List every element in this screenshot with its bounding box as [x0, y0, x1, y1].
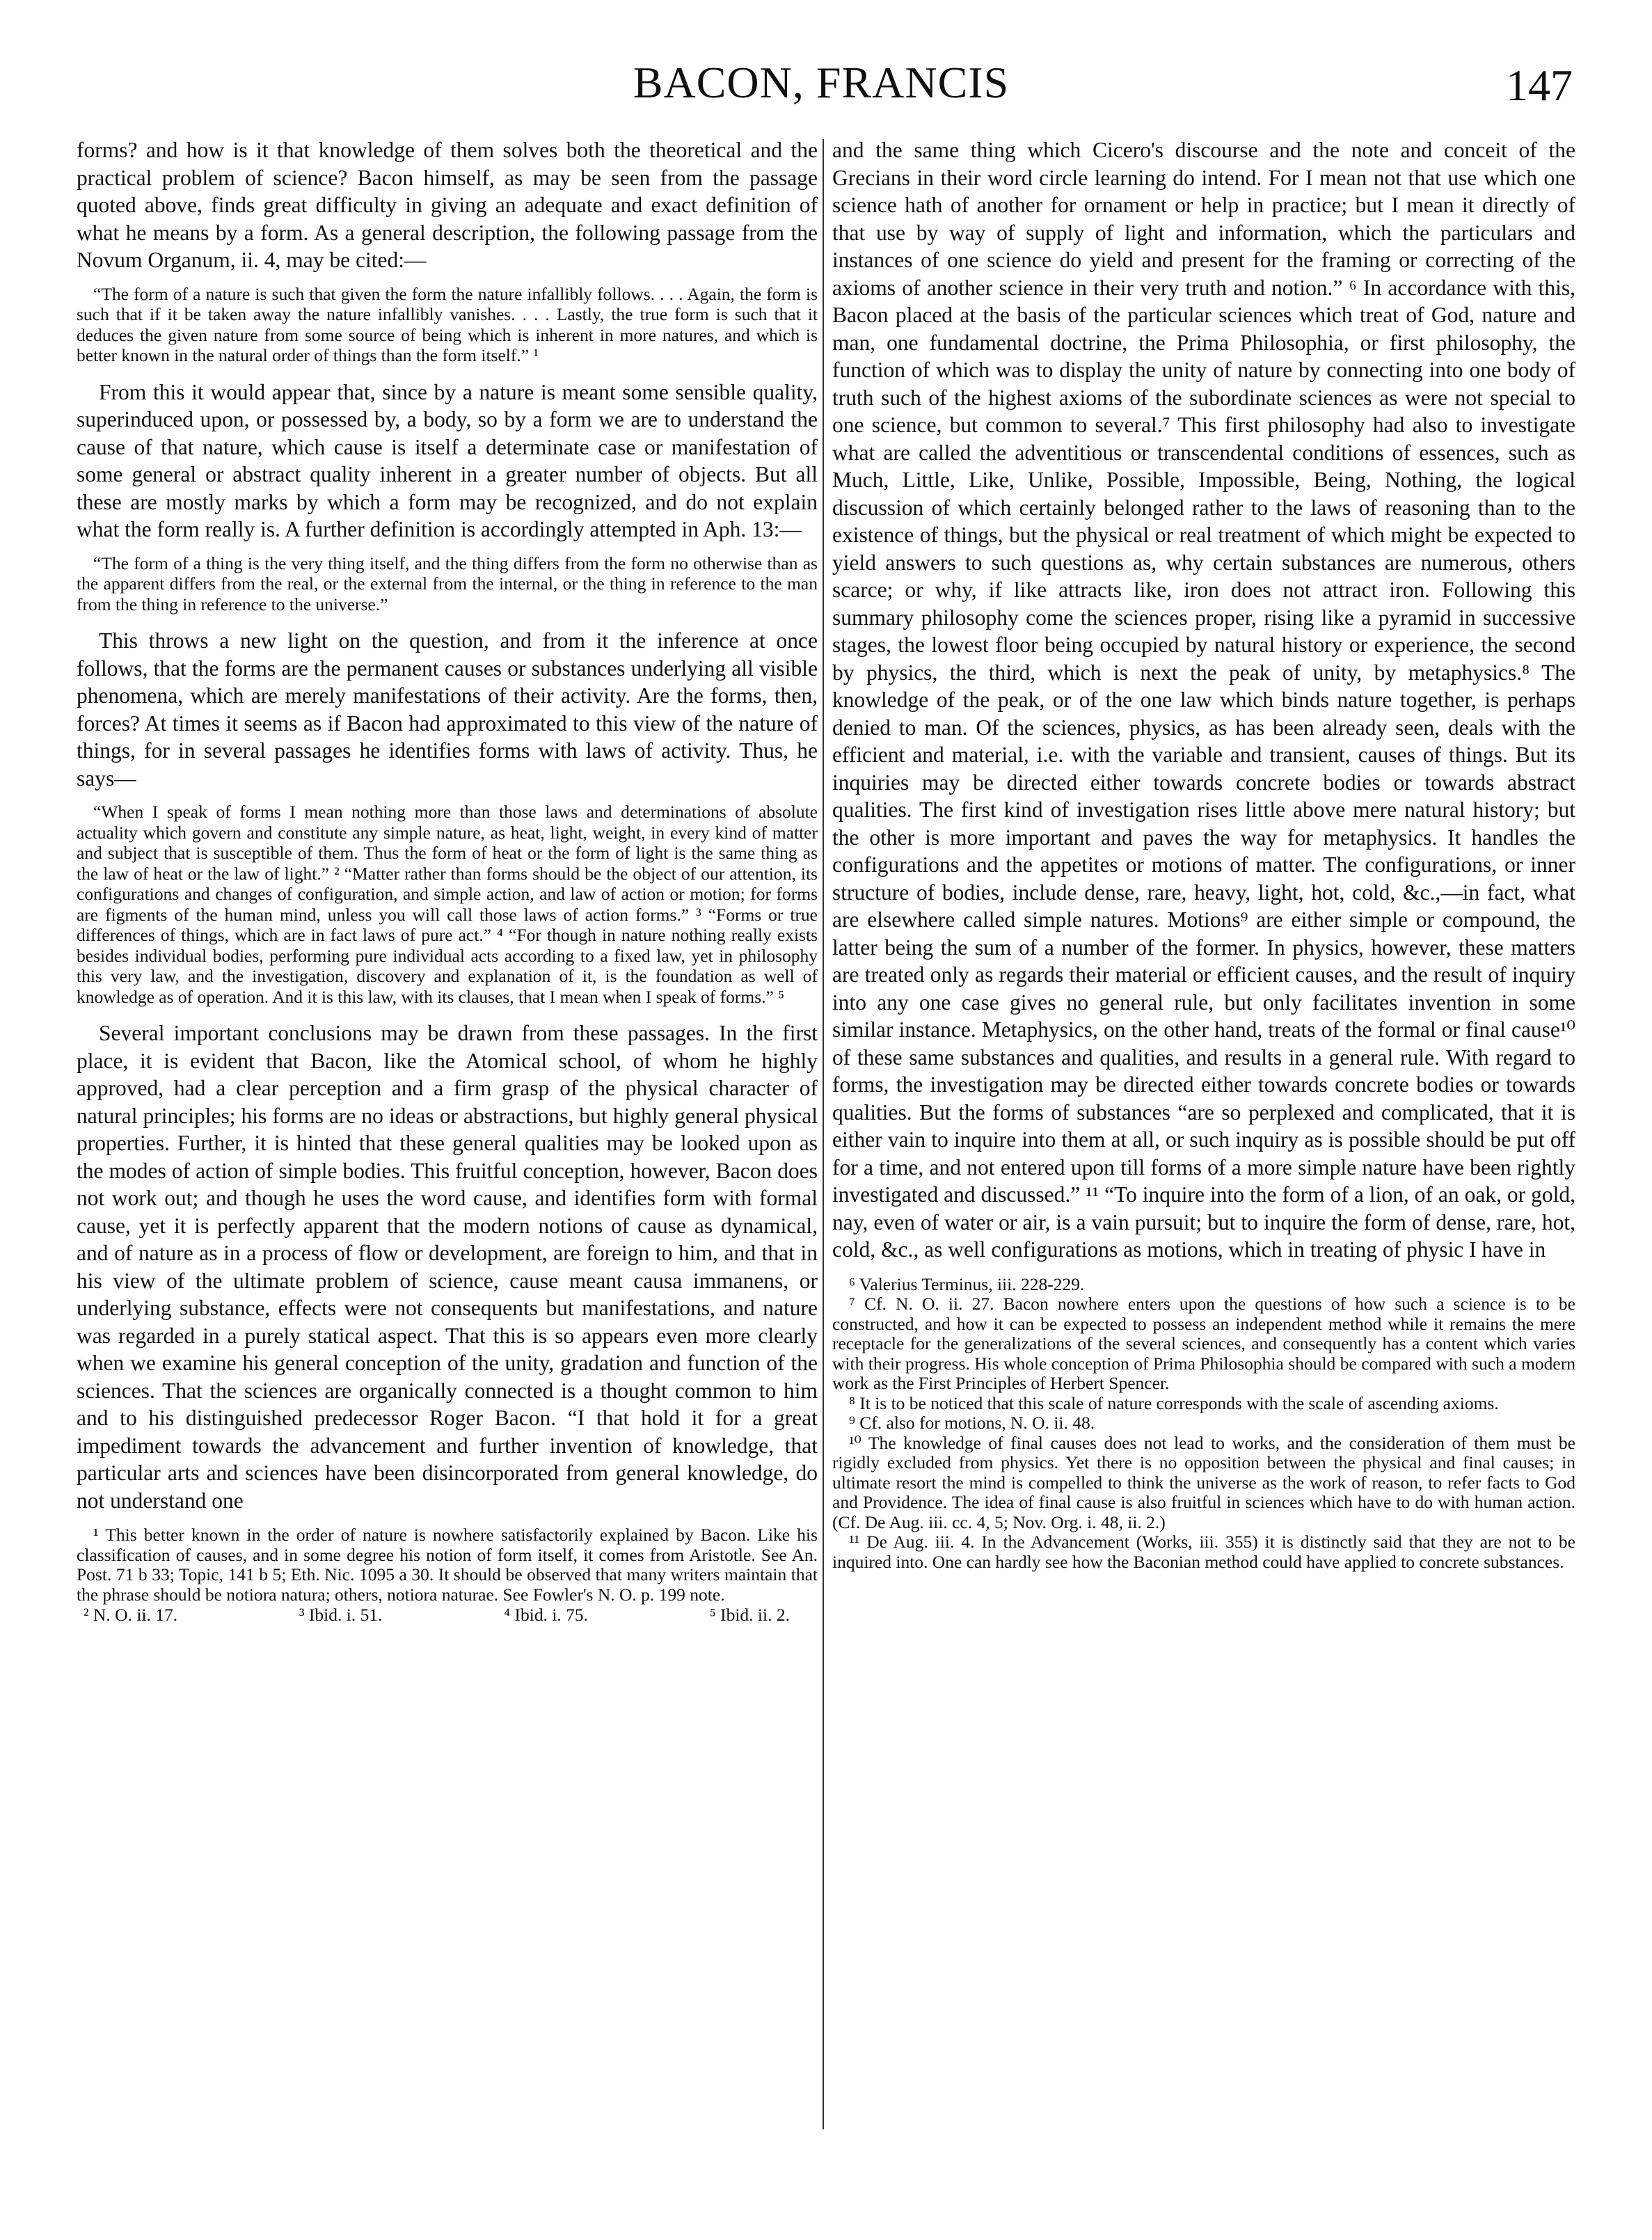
block-quote: “The form of a thing is the very thing itself, and the thing differs from the form no otherwise than as the apparent differs from the real, or the external from the internal, or the thing in reference to the man from the thing in reference to the universe.”	[77, 553, 818, 614]
footnote: ⁸ It is to be noticed that this scale of nature corresponds with the scale of ascending axioms.	[849, 1392, 1499, 1413]
paragraph: forms? and how is it that knowledge of them solves both the theoretical and the practical problem of science? Bacon himself, as may be seen from the passage quoted above, finds great difficulty in giving an adequate and exact definition of what he means by a form. As a general description, the following passage from the Novum Organum, ii. 4, may be cited:—	[77, 138, 818, 272]
footnote: ² N. O. ii. 17.	[84, 1605, 178, 1625]
footnote: ⁵ Ibid. ii. 2.	[709, 1605, 790, 1625]
block-quote: “The form of a nature is such that given the form the nature infallibly follows. . . . Again, the form is such that if it be taken away the nature infallibly vanishes. . . . Lastly, the true form is such that it deduces the given nature from some source of being which is inherent in more natures, and which is better known in the natural order of things than the form itself.” ¹	[77, 283, 818, 365]
running-title: BACON, FRANCIS	[633, 58, 1010, 107]
footnote: ⁴ Ibid. i. 75.	[504, 1605, 589, 1625]
column-rule	[823, 139, 824, 2129]
left-column	[77, 136, 818, 1626]
footnote: ⁹ Cf. also for motions, N. O. ii. 48.	[849, 1413, 1095, 1433]
footnote: ⁶ Valerius Terminus, iii. 228-229.	[849, 1273, 1085, 1294]
footnotes-left	[77, 1525, 818, 1605]
footnotes-right	[832, 1275, 1575, 1573]
running-header	[70, 57, 1573, 120]
footnote: ¹⁰ The knowledge of final causes does not lead to works, and the consideration of them must be rigidly excluded from physics. Yet there is no opposition between the physical and final causes; in ultimate resort the mind is compelled to think the universe as the work of reason, to refer facts to God and Providence. The idea of final cause is also fruitful in sciences which have to do with human action. (Cf. De Aug. iii. cc. 4, 5; Nov. Org. i. 48, ii. 2.)	[832, 1432, 1575, 1532]
footnote: ³ Ibid. i. 51.	[299, 1605, 383, 1625]
paragraph: and the same thing which Cicero's discourse and the note and conceit of the Grecians in their word circle learning do intend. For I mean not that use which one science hath of another for ornament or help in practice; but I mean it directly of that use by way of supply of light and information, which the particulars and instances of one science do yield and present for the framing or correcting of the axioms of another science in their very truth and notion.” ⁶ In accordance with this, Bacon placed at the basis of the particular sciences which treat of God, nature and man, one fundamental doctrine, the Prima Philosophia, or first philosophy, the function of which was to display the unity of nature by connecting into one body of truth such of the highest axioms of the subordinate sciences as were not special to one science, but common to several.⁷ This first philosophy had also to investigate what are called the adventitious or transcendental conditions of essences, such as Much, Little, Like, Unlike, Possible, Impossible, Being, Nothing, the logical discussion of which certainly belonged rather to the laws of reasoning than to the existence of things, but the physical or real treatment of which might be expected to yield answers to such questions as, why certain substances are numerous, others scarce; or why, if like attracts like, iron does not attract iron. Following this summary philosophy come the sciences proper, rising like a pyramid in successive stages, the lowest floor being occupied by natural history or experience, the second by physics, the third, which is next the peak of unity, by metaphysics.⁸ The knowledge of the peak, or of the one law which binds nature together, is perhaps denied to man. Of the sciences, physics, as has been already seen, deals with the efficient and material, i.e. with the variable and transient, causes of things. But its inquiries may be directed either towards concrete bodies or towards abstract qualities. The first kind of investigation rises little above mere natural history; but the other is more important and paves the way for metaphysics. It handles the configurations and the appetites or motions of matter. The configurations, or inner structure of bodies, include dense, rare, heavy, light, hot, cold, &c.,—in fact, what are elsewhere called simple natures. Motions⁹ are either simple or compound, the latter being the sum of a number of the former. In physics, however, these matters are treated only as regards their material or efficient causes, and the result of inquiry into any one case gives no general rule, but only facilitates invention in some similar instance. Metaphysics, on the other hand, treats of the formal or final cause¹⁰ of these same substances and qualities, and results in a general rule. With regard to forms, the investigation may be directed either towards concrete bodies or towards qualities. But the forms of substances “are so perplexed and complicated, that it is either vain to inquire into them at all, or such inquiry as is possible should be put off for a time, and not entered upon till forms of a more simple nature have been rightly investigated and discussed.” ¹¹ “To inquire into the form of a lion, of an oak, or gold, nay, even of water or air, is a vain pursuit; but to inquire the form of dense, rare, hot, cold, &c., as well configurations as motions, which in treating of physic I have in	[832, 138, 1575, 1262]
right-column	[832, 136, 1575, 1572]
page-number: 147	[1506, 61, 1573, 110]
footnote-row	[77, 1605, 818, 1626]
footnote: ¹ This better known in the order of nature is nowhere satisfactorily explained by Bacon. Like his classification of causes, and in some degree his notion of form itself, it comes from Aristotle. See An. Post. 71 b 33; Topic, 141 b 5; Eth. Nic. 1095 a 30. It should be observed that many writers maintain that the phrase should be notiora natura; others, notiora naturae. See Fowler's N. O. p. 199 note.	[77, 1525, 818, 1605]
footnote: ¹¹ De Aug. iii. 4. In the Advancement (Works, iii. 355) it is distinctly said that they are not to be inquired into. One can hardly see how the Baconian method could have applied to concrete substances.	[832, 1532, 1575, 1572]
paragraph: This throws a new light on the question, and from it the inference at once follows, that the forms are the permanent causes or substances underlying all visible phenomena, which are merely manifestations of their activity. Are the forms, then, forces? At times it seems as if Bacon had approximated to this view of the nature of things, for in several passages he identifies forms with laws of activity. Thus, he says—	[77, 628, 818, 791]
footnote: ⁷ Cf. N. O. ii. 27. Bacon nowhere enters upon the questions of how such a science is to be constructed, and how it can be expected to possess an independent method while it remains the mere receptacle for the generalizations of the several sciences, and consequently has a content which varies with their progress. His whole conception of Prima Philosophia should be compared with such a modern work as the First Principles of Herbert Spencer.	[832, 1294, 1575, 1393]
paragraph: From this it would appear that, since by a nature is meant some sensible quality, superinduced upon, or possessed by, a body, so by a form we are to understand the cause of that nature, which cause is itself a determinate case or manifestation of some general or abstract quality inherent in a greater number of objects. But all these are mostly marks by which a form may be recognized, and do not explain what the form really is. A further definition is accordingly attempted in Aph. 13:—	[77, 379, 818, 541]
paragraph: Several important conclusions may be drawn from these passages. In the first place, it is evident that Bacon, like the Atomical school, of whom he highly approved, had a clear perception and a firm grasp of the physical character of natural principles; his forms are no ideas or abstractions, but highly general physical properties. Further, it is hinted that these general qualities may be looked upon as the modes of action of simple bodies. This fruitful conception, however, Bacon does not work out; and though he uses the word cause, and identifies form with formal cause, yet it is perfectly apparent that the modern notions of cause as dynamical, and of nature as in a process of flow or development, are foreign to him, and that in his view of the ultimate problem of science, cause meant causa immanens, or underlying substance, effects were not consequents but manifestations, and nature was regarded in a purely statical aspect. That this is so appears even more clearly when we examine his general conception of the unity, gradation and function of the sciences. That the sciences are organically connected is a thought common to him and to his distinguished predecessor Roger Bacon. “I that hold it for a great impediment towards the advancement and further invention of knowledge, that particular arts and sciences have been disincorporated from general knowledge, do not understand one	[77, 1021, 818, 1513]
block-quote: “When I speak of forms I mean nothing more than those laws and determinations of absolute actuality which govern and constitute any simple nature, as heat, light, weight, in every kind of matter and subject that is susceptible of them. Thus the form of heat or the form of light is the same thing as the law of heat or the law of light.” ² “Matter rather than forms should be the object of our attention, its configurations and changes of configuration, and simple action, and law of action or motion; for forms are figments of the human mind, unless you will call those laws of action forms.” ³ “Forms or true differences of things, which are in fact laws of pure act.” ⁴ “For though in nature nothing really exists besides individual bodies, performing pure individual acts according to a fixed law, yet in philosophy this very law, and the investigation, discovery and explanation of it, is the foundation as well of knowledge as of operation. And it is this law, with its clauses, that I mean when I speak of forms.” ⁵	[77, 802, 818, 1007]
